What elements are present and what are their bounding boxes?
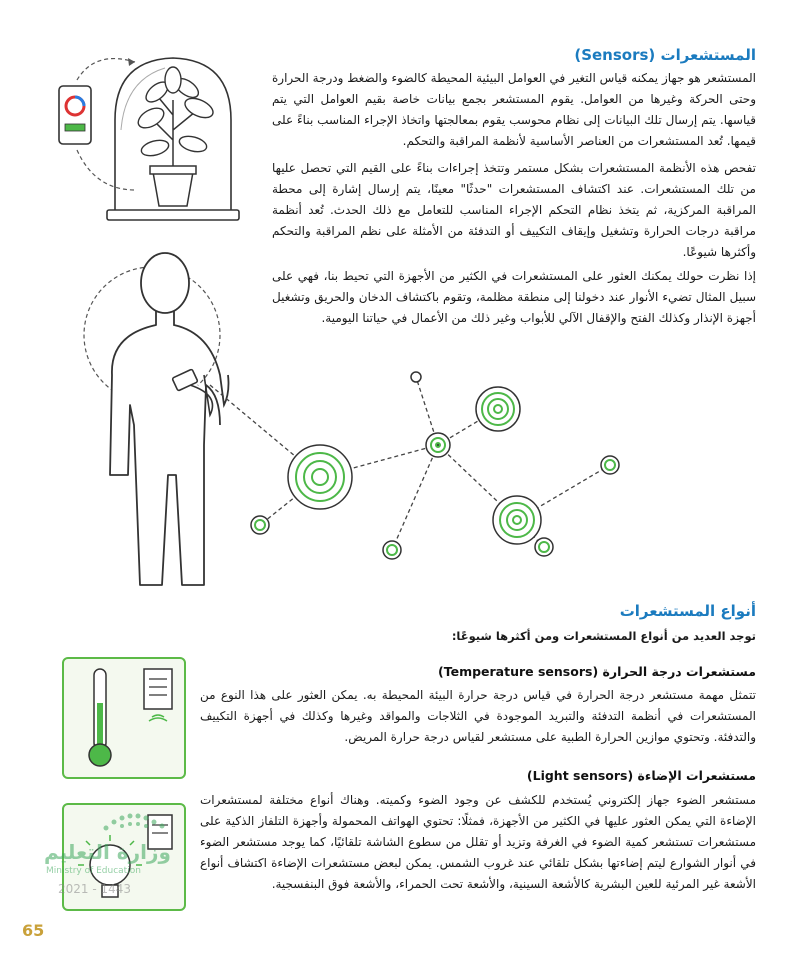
ministry-logo bbox=[40, 810, 190, 896]
plant-dome-illustration bbox=[55, 40, 265, 240]
temperature-sensors-body: تتمثل مهمة مستشعر درجة الحرارة في قياس درجة حرارة البيئة المحيطة به. يمكن العثور على هذا النوع من المستشعرات في أنظمة التدفئة والتبريد الموجودة في الثلاجات والمواقد وغيرها وكذلك في أجهزة التكييف والتدفئة. وتحتوي موازين الحرارة الطبية على مستشعر لقياس درجة حرارة المريض. bbox=[200, 688, 756, 744]
types-heading: أنواع المستشعرات bbox=[619, 602, 756, 620]
page-number: 65 bbox=[22, 921, 45, 940]
dotted-emblem-icon bbox=[100, 810, 180, 836]
person-sensor-network-illustration bbox=[70, 225, 760, 605]
light-sensors-heading: مستشعرات الإضاءة (Light sensors) bbox=[526, 768, 756, 783]
ministry-arabic-name: وزارة التعليم bbox=[44, 840, 171, 864]
sensors-paragraph-2: تفحص هذه الأنظمة المستشعرات بشكل مستمر وتتخذ إجراءات بناءً على القيم التي تحصل عليها من تلك المستشعرات. عند اكتشاف المستشعرات "حدثًا" معينًا، يتم إرسال إشارة إلى محطة المراقبة المركزية، ثم يتخذ نظام التحكم الإجراء المناسب للتعامل مع ذلك الحدث. تُعد أنظمة مراقبة درجات الحرارة وتشغيل وإيقاف التكييف أو التدفئة من الأمثلة على نظم المراقبة والتحكم وأكثرها شيوعًا. bbox=[272, 161, 756, 259]
types-intro: توجد العديد من أنواع المستشعرات ومن أكثرها شيوعًا: bbox=[451, 629, 756, 643]
light-sensors-body: مستشعر الضوء جهاز إلكتروني يُستخدم للكشف عن وجود الضوء وكميته. وهناك أنواع مختلفة لمستشعرات الإضاءة التي يمكن العثور عليها في الكثير من الأجهزة، فمثلًا: تحتوي الهواتف المحمولة وأجهزة التلفاز الذكية على مستشعرات تستشعر كمية الضوء في الغرفة وتزيد أو تقلل من سطوع الشاشة تلقائيًا، كما يوجد مستشعر الضوء في أنوار الشوارع ليتم إضاءتها بشكل تلقائي عند غروب الشمس. يمكن لبعض مستشعرات الإضاءة اكتشاف أنواع الأشعة غير المرئية للعين البشرية كالأشعة السينية، والأشعة تحت الحمراء، والأشعة فوق البنفسجية. bbox=[200, 793, 756, 891]
sensors-paragraph-3: إذا نظرت حولك يمكنك العثور على المستشعرات في الكثير من الأجهزة التي تحيط بنا، فهي على سبيل المثال تضيء الأنوار عند دخولنا إلى منطقة مظلمة، وتقوم باكتشاف الدخان والحريق وتشغيل أجهزة الإنذار وكذلك الفتح والإقفال الآلي للأبواب وغير ذلك من الأعمال في حياتنا اليومية. bbox=[272, 269, 756, 325]
temperature-sensors-heading: مستشعرات درجة الحرارة (Temperature sensors) bbox=[438, 664, 756, 679]
temperature-sensor-box bbox=[62, 657, 186, 779]
sensors-paragraph-1: المستشعر هو جهاز يمكنه قياس التغير في العوامل البيئية المحيطة كالضوء والضغط ودرجة الحرارة وحتى الحركة وغيرها من العوامل. يقوم المستشعر بجمع بيانات خاصة بقيم العوامل التي يتم قياسها. يتم إرسال تلك البيانات إلى نظام محوسب يقوم بمعالجتها واتخاذ الإجراء المناسب بناءً على قيمها. تُعد المستشعرات من العناصر الأساسية لأنظمة المراقبة والتحكم. bbox=[272, 71, 756, 148]
sensors-heading: المستشعرات (Sensors) bbox=[574, 46, 756, 64]
thermometer-icon bbox=[64, 659, 184, 777]
ministry-year: 2021 - 1443 bbox=[58, 882, 132, 896]
ministry-english-name: Ministry of Education bbox=[46, 866, 141, 876]
